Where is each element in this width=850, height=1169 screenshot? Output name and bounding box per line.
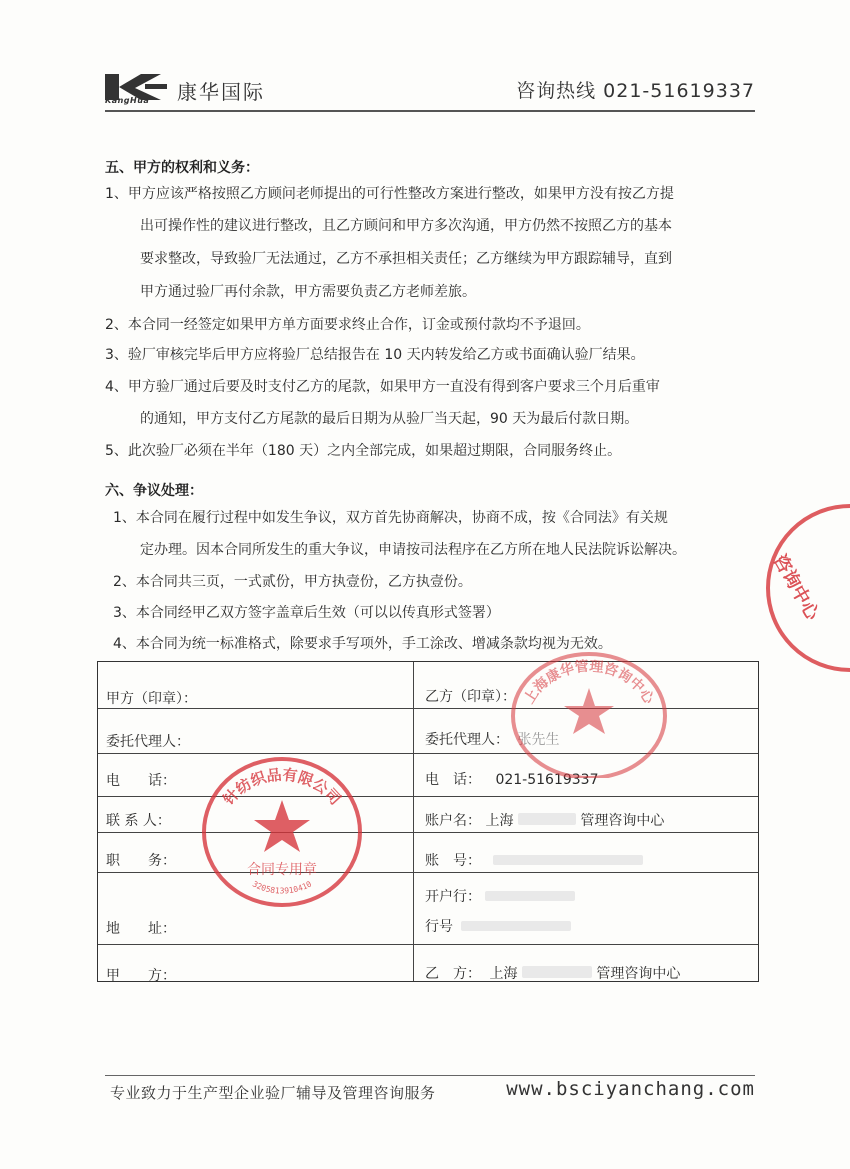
edge-seal-text: 咨询中心 <box>768 550 823 624</box>
section-5-title: 五、甲方的权利和义务： <box>105 160 259 176</box>
party-b-account-name-suffix: 管理咨询中心 <box>580 813 665 829</box>
section-5-line: 4、甲方验厂通过后要及时支付乙方的尾款，如果甲方一直没有得到客户要求三个月后重审 <box>105 379 660 395</box>
page-header <box>105 70 755 112</box>
party-b-company-seal <box>505 648 673 778</box>
party-a-contact-label: 联 系 人： <box>106 813 171 829</box>
section-6-line: 定办理。因本合同所发生的重大争议，申请按司法程序在乙方所在地人民法院诉讼解决。 <box>140 542 686 558</box>
party-b-party-row <box>425 963 680 983</box>
section-5-line: 出可操作性的建议进行整改，且乙方顾问和甲方多次沟通，甲方仍然不按照乙方的基本 <box>140 218 672 234</box>
party-a-seal-sub: 合同专用章 <box>247 862 317 878</box>
party-b-phone-value: 021-51619337 <box>495 772 599 788</box>
table-row-divider <box>98 944 758 945</box>
section-5-line: 的通知，甲方支付乙方尾款的最后日期为从验厂当天起，90 天为最后付款日期。 <box>140 411 639 427</box>
logo-latin-text: KangHua <box>105 96 150 105</box>
party-a-party-label: 甲 方： <box>106 968 176 984</box>
section-5-line: 1、甲方应该严格按照乙方顾问老师提出的可行性整改方案进行整改，如果甲方没有按乙方提 <box>105 186 674 202</box>
section-5-line: 3、验厂审核完毕后甲方应将验厂总结报告在 10 天内转发给乙方或书面确认验厂结果。 <box>105 347 645 363</box>
section-5-line: 5、此次验厂必须在半年（180 天）之内全部完成，如果超过期限，合同服务终止。 <box>105 443 622 459</box>
section-6-line: 2、本合同共三页，一式贰份，甲方执壹份，乙方执壹份。 <box>113 574 472 590</box>
party-b-account-no-label: 账 号： <box>425 853 481 869</box>
party-a-seal-label: 甲方（印章）： <box>106 691 197 707</box>
section-6-line: 4、本合同为统一标准格式，除要求手写项外，手工涂改、增减条款均视为无效。 <box>113 636 612 652</box>
party-b-bank-label: 开户行： <box>425 889 481 905</box>
party-a-seal-text: 针纺织品有限公司 <box>219 765 345 809</box>
edge-seal-partial <box>735 500 850 675</box>
section-5-line: 要求整改，导致验厂无法通过，乙方不承担相关责任；乙方继续为甲方跟踪辅导，直到 <box>140 251 672 267</box>
page-footer <box>105 1075 755 1106</box>
party-b-party-label: 乙 方： <box>425 966 481 982</box>
party-b-phone-label: 电 话： <box>425 772 481 788</box>
party-a-phone-label: 电 话： <box>106 773 176 789</box>
party-a-company-seal <box>196 752 368 912</box>
hotline-text: 咨询热线 021-51619337 <box>516 80 755 102</box>
logo-company-name: 康华国际 <box>177 80 265 104</box>
party-b-bank-code-label: 行号 <box>425 919 453 935</box>
party-b-bank-row <box>425 886 575 906</box>
party-a-seal-number: 3205813910410 <box>250 879 314 896</box>
footer-website-link[interactable]: www.bsciyanchang.com <box>506 1078 755 1100</box>
section-6-line: 1、本合同在履行过程中如发生争议，双方首先协商解决，协商不成，按《合同法》有关规 <box>113 510 668 526</box>
section-6-line: 3、本合同经甲乙双方签字盖章后生效（可以以传真形式签署） <box>113 605 500 621</box>
redacted-block <box>518 813 576 825</box>
section-5-line: 甲方通过验厂再付余款，甲方需要负责乙方老师差旅。 <box>140 284 476 300</box>
party-b-account-name-row <box>425 810 664 830</box>
party-b-seal-label: 乙方（印章）： <box>425 689 516 705</box>
party-a-address-label: 地 址： <box>106 921 176 937</box>
party-a-agent-label: 委托代理人： <box>106 734 190 750</box>
party-b-party-prefix: 上海 <box>489 966 518 982</box>
party-b-party-suffix: 管理咨询中心 <box>596 966 681 982</box>
section-6-title: 六、争议处理： <box>105 483 203 499</box>
party-a-position-label: 职 务： <box>106 853 176 869</box>
party-b-bank-code-row <box>425 916 571 936</box>
party-b-agent-label: 委托代理人： <box>425 732 509 748</box>
redacted-block <box>493 855 643 865</box>
redacted-block <box>522 966 592 978</box>
party-b-account-name-label: 账户名： <box>425 813 481 829</box>
svg-text:3205813910410 <box>251 879 313 895</box>
party-b-seal-text: 上海康华管理咨询中心 <box>521 658 657 707</box>
section-5-line: 2、本合同一经签定如果甲方单方面要求终止合作，订金或预付款均不予退回。 <box>105 317 590 333</box>
redacted-block <box>485 891 575 901</box>
party-b-agent-value: 张先生 <box>517 732 560 748</box>
party-b-account-name-prefix: 上海 <box>485 813 514 829</box>
redacted-block <box>461 921 571 931</box>
table-column-divider <box>413 662 414 981</box>
party-b-account-no-row <box>425 850 643 870</box>
footer-slogan: 专业致力于生产型企业验厂辅导及管理咨询服务 <box>110 1084 436 1102</box>
